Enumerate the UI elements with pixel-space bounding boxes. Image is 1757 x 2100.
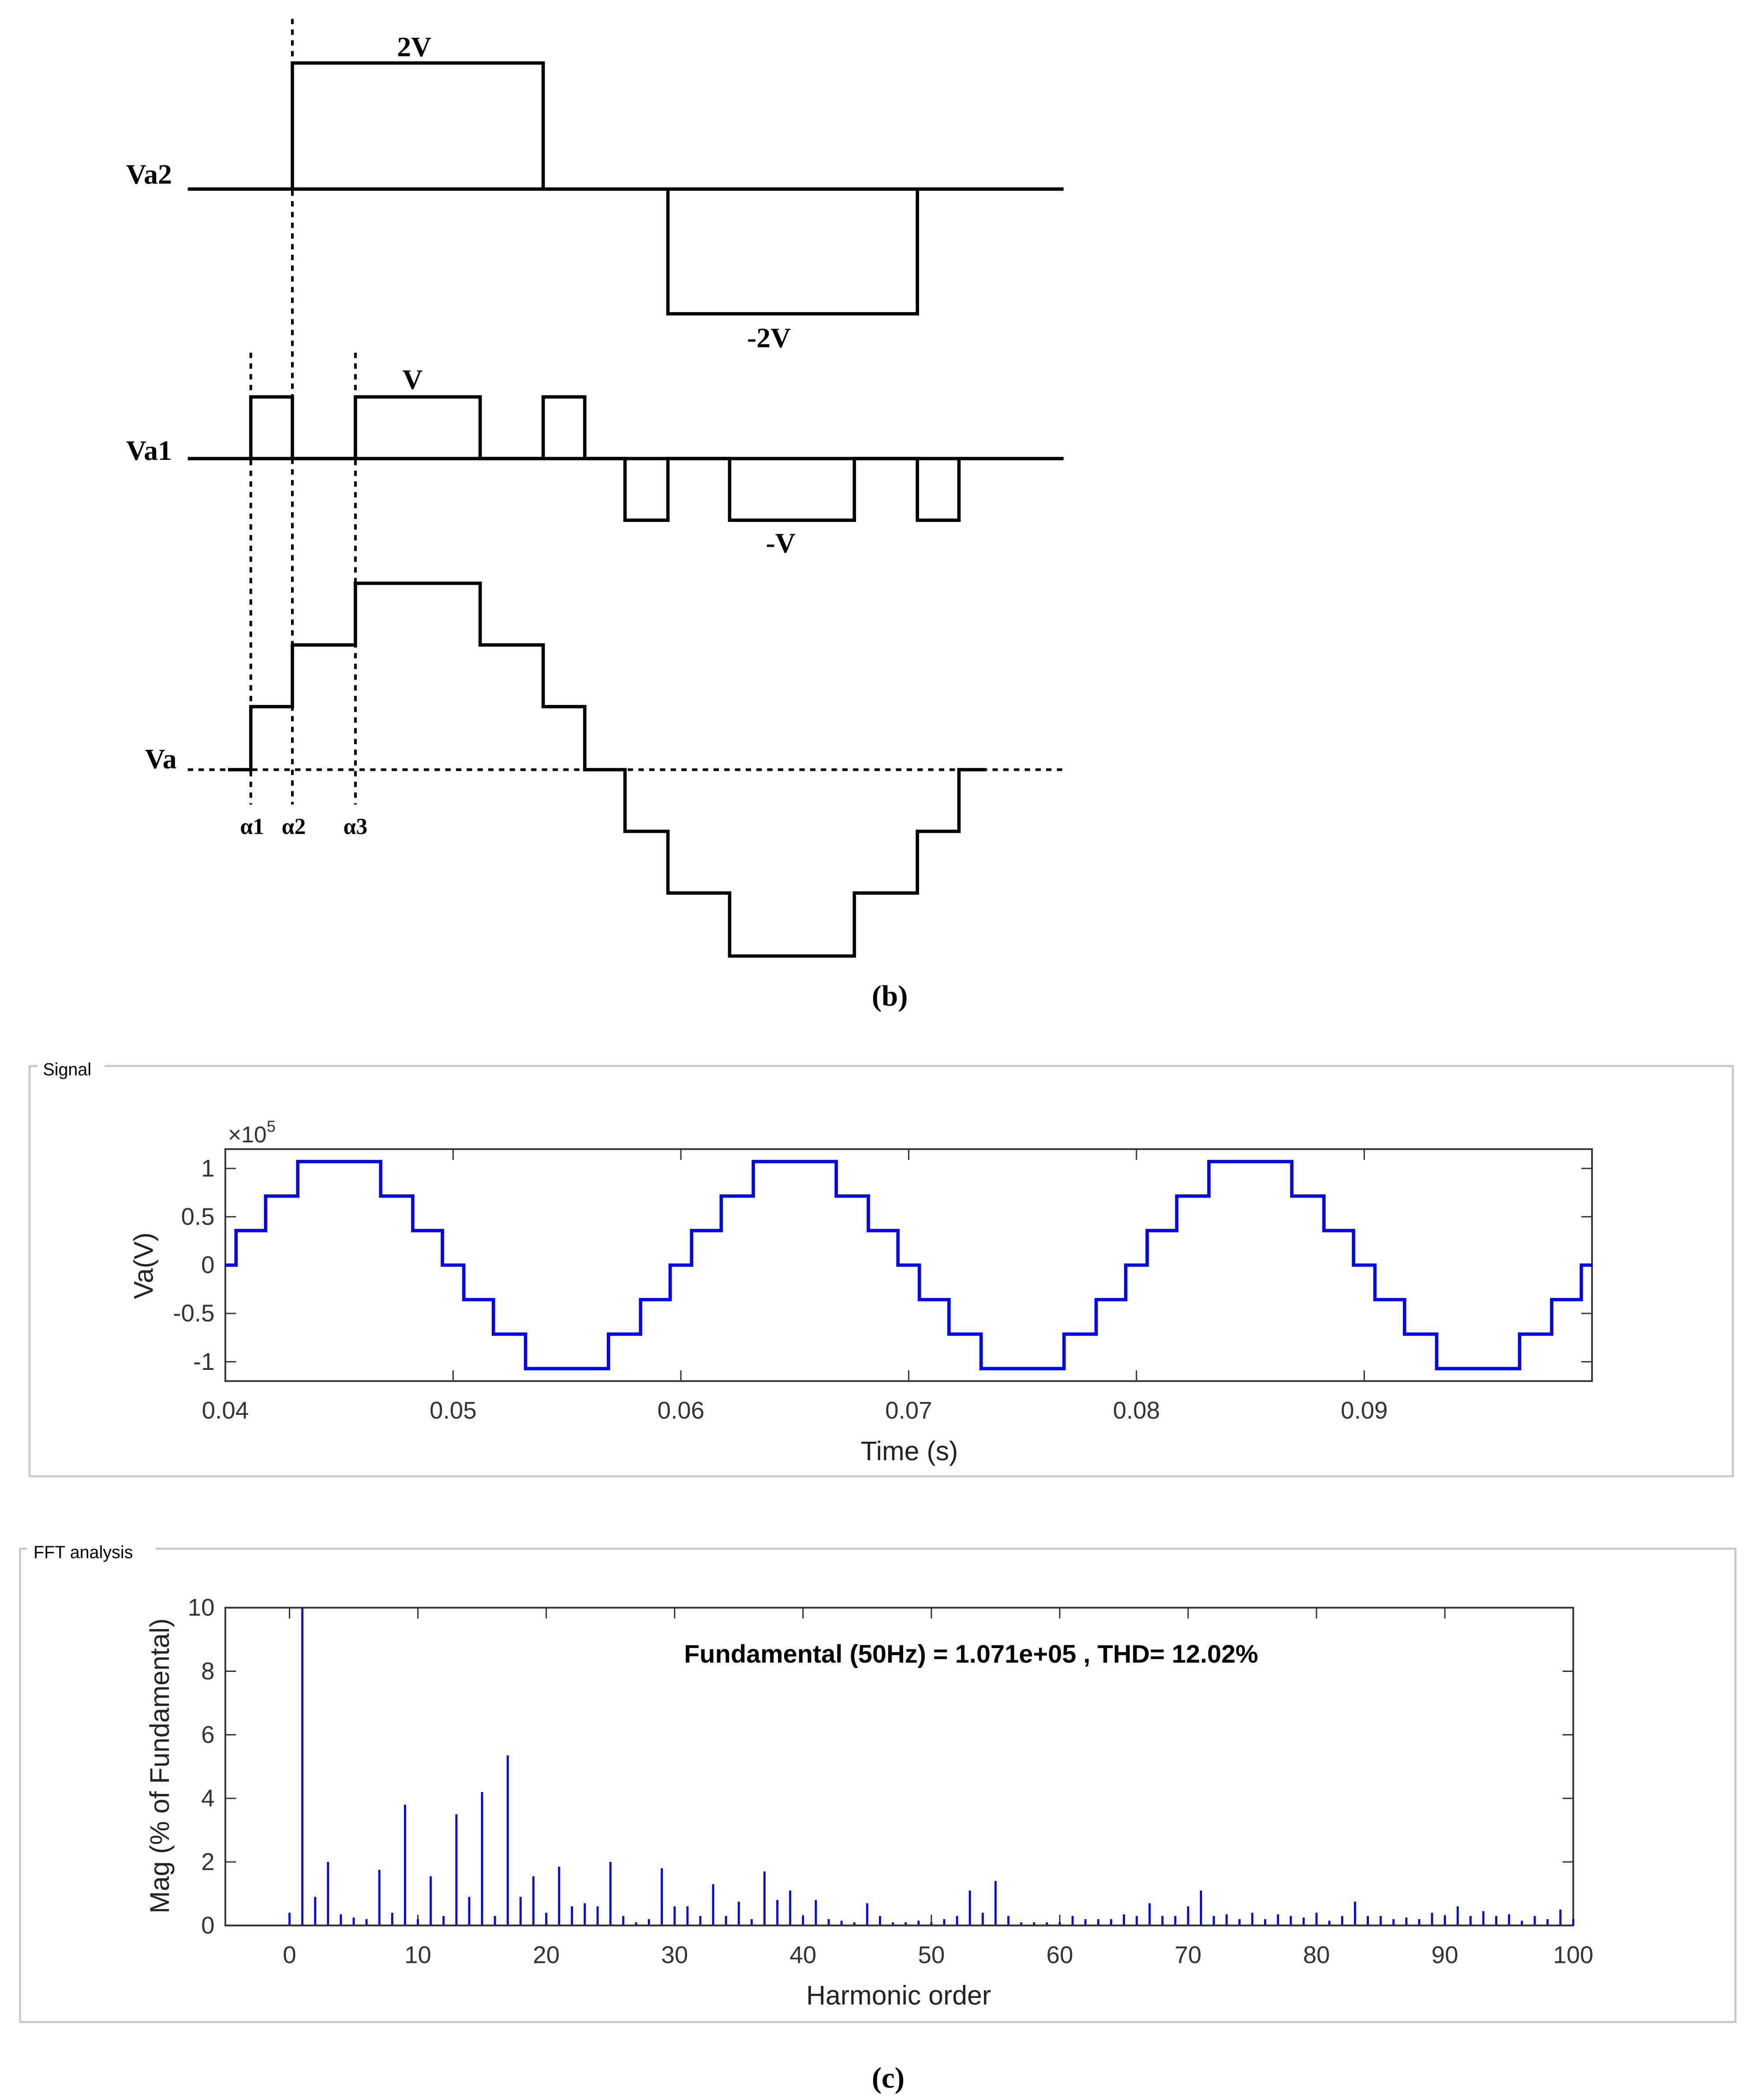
fft-xlabel: Harmonic order	[806, 1980, 991, 2010]
y-tick-label: 0	[201, 1911, 215, 1939]
y-tick-label: 0.5	[181, 1203, 215, 1231]
x-tick-label: 0.04	[202, 1396, 249, 1424]
alpha1-label: α1	[240, 814, 265, 839]
x-tick-label: 0.06	[657, 1396, 705, 1424]
signal-panel-title: Signal	[43, 1060, 92, 1080]
x-tick-label: 40	[789, 1941, 817, 1969]
y-tick-label: 6	[201, 1720, 215, 1748]
fft-ylabel: Mag (% of Fundamental)	[145, 1618, 175, 1913]
x-tick-label: 0.09	[1341, 1396, 1388, 1424]
signal-xlabel: Time (s)	[860, 1436, 958, 1466]
2v-label: 2V	[397, 31, 432, 63]
fft-panel-title: FFT analysis	[34, 1542, 133, 1562]
negv-label: -V	[766, 527, 796, 559]
x-tick-label: 100	[1553, 1941, 1593, 1969]
x-tick-label: 0.05	[430, 1396, 477, 1424]
signal-multiplier: $\times 10^5$	[228, 1117, 276, 1148]
va1-label: Va1	[126, 435, 172, 466]
va2-label: Va2	[126, 158, 172, 190]
caption-c: (c)	[871, 2062, 905, 2095]
signal-ylabel: Va(V)	[128, 1232, 159, 1299]
x-tick-label: 20	[533, 1941, 560, 1969]
x-tick-label: 30	[661, 1941, 688, 1969]
v-label: V	[402, 363, 423, 395]
y-tick-label: 0	[201, 1251, 215, 1279]
fft-annotation: Fundamental (50Hz) = 1.071e+05 , THD= 12.02%	[684, 1640, 1258, 1669]
x-tick-label: 50	[918, 1941, 945, 1969]
x-tick-label: 60	[1046, 1941, 1073, 1969]
va-label: Va	[145, 743, 177, 775]
x-tick-label: 90	[1431, 1941, 1458, 1969]
y-tick-label: 10	[187, 1593, 215, 1621]
x-tick-label: 0	[283, 1941, 296, 1969]
y-tick-label: 2	[201, 1848, 215, 1876]
caption-b: (b)	[871, 979, 908, 1012]
y-tick-label: -0.5	[173, 1299, 215, 1327]
y-tick-label: -1	[193, 1347, 215, 1375]
x-tick-label: 80	[1303, 1941, 1330, 1969]
y-tick-label: 4	[201, 1784, 215, 1812]
y-tick-label: 8	[201, 1657, 215, 1685]
alpha3-label: α3	[343, 814, 368, 839]
x-tick-label: 0.08	[1113, 1396, 1160, 1424]
y-tick-label: 1	[201, 1154, 215, 1182]
x-tick-label: 10	[404, 1941, 431, 1969]
x-tick-label: 70	[1174, 1941, 1202, 1969]
alpha2-label: α2	[281, 814, 306, 839]
neg2v-label: -2V	[747, 322, 791, 354]
x-tick-label: 0.07	[885, 1396, 932, 1424]
